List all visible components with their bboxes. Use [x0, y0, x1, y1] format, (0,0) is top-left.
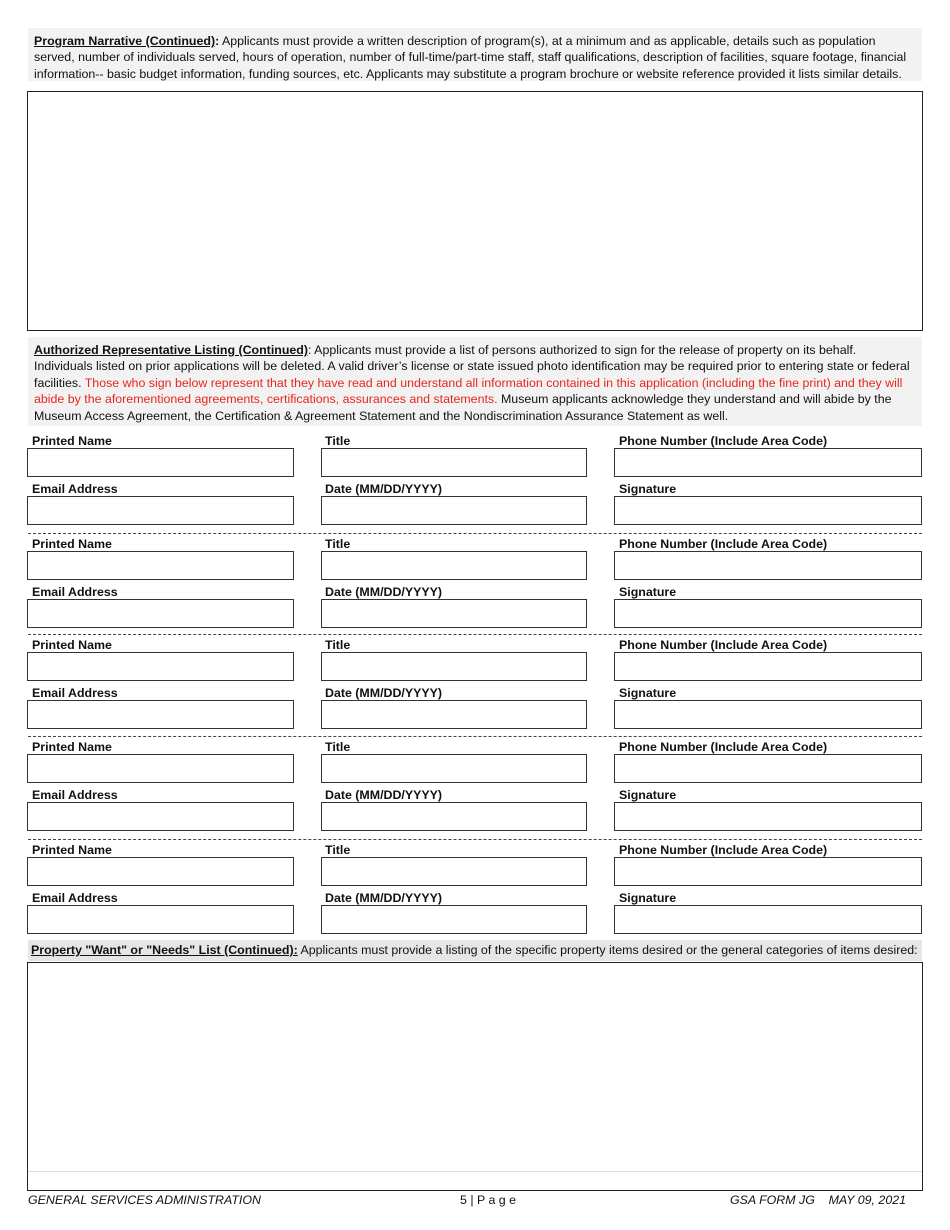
date-label: Date (MM/DD/YYYY): [325, 585, 443, 599]
phone-number-field[interactable]: [614, 754, 922, 783]
email-address-field[interactable]: [27, 599, 294, 628]
authorized-rep-instructions: [28, 337, 922, 426]
authorized-rep-text-2: Museum applicants acknowledge they understand and will abide by the Museum Access Agreement, the Certification & Agreement Statement and the Nondiscrimination Assurance Statement as well.: [34, 392, 892, 423]
title-label: Title: [325, 537, 351, 551]
program-narrative-heading: Program Narrative (Continued): [34, 34, 216, 48]
property-list-inner-line: [28, 1171, 922, 1172]
phone-number-label: Phone Number (Include Area Code): [619, 537, 828, 551]
block-separator: [28, 736, 922, 737]
phone-number-label: Phone Number (Include Area Code): [619, 434, 828, 448]
block-separator: [28, 533, 922, 534]
signature-label: Signature: [619, 585, 677, 599]
authorized-rep-warning: Those who sign below represent that they have read and understand all information contained in this application (including the fine print) and they will abide by the aforementioned agreements, certifications, assurances and statements.: [34, 375, 903, 407]
date-label: Date (MM/DD/YYYY): [325, 482, 443, 496]
signature-label: Signature: [619, 891, 677, 905]
phone-number-field[interactable]: [614, 857, 922, 886]
date-field[interactable]: [321, 496, 587, 525]
program-narrative-text: Applicants must provide a written description of program(s), at a minimum and as applicable, details such as population served, number of individuals served, hours of operation, number of full-time/part-time staff, staff qualifications, description of facilities, square footage, financial information-- basic budget information, funding sources, etc. Applicants may substitute a program brochure or website reference provided it lists similar details.: [34, 34, 907, 81]
phone-number-field[interactable]: [614, 551, 922, 580]
printed-name-label: Printed Name: [32, 638, 112, 652]
phone-number-field[interactable]: [614, 652, 922, 681]
authorized-rep-text: : Applicants must provide a list of persons authorized to sign for the release of property on its behalf. Individuals listed on prior applications will be deleted. A valid driver’s license or state issued photo identification may be required prior to entering state or federal facilities.: [34, 343, 910, 390]
phone-number-label: Phone Number (Include Area Code): [619, 740, 828, 754]
email-address-label: Email Address: [32, 891, 118, 905]
printed-name-label: Printed Name: [32, 740, 112, 754]
property-list-field[interactable]: [27, 962, 923, 1191]
email-address-label: Email Address: [32, 788, 118, 802]
date-field[interactable]: [321, 905, 587, 934]
footer-agency: GENERAL SERVICES ADMINISTRATION: [28, 1193, 261, 1207]
email-address-field[interactable]: [27, 700, 294, 729]
email-address-field[interactable]: [27, 802, 294, 831]
property-list-heading: Property "Want" or "Needs" List (Continued):: [31, 943, 298, 957]
title-label: Title: [325, 740, 351, 754]
property-list-instructions: [28, 940, 922, 961]
title-field[interactable]: [321, 857, 587, 886]
email-address-label: Email Address: [32, 482, 118, 496]
signature-field[interactable]: [614, 599, 922, 628]
printed-name-label: Printed Name: [32, 843, 112, 857]
authorized-rep-heading: Authorized Representative Listing (Continued): [34, 343, 308, 357]
title-field[interactable]: [321, 551, 587, 580]
signature-field[interactable]: [614, 905, 922, 934]
date-label: Date (MM/DD/YYYY): [325, 686, 443, 700]
signature-label: Signature: [619, 686, 677, 700]
printed-name-label: Printed Name: [32, 537, 112, 551]
date-label: Date (MM/DD/YYYY): [325, 891, 443, 905]
title-field[interactable]: [321, 448, 587, 477]
email-address-field[interactable]: [27, 905, 294, 934]
printed-name-label: Printed Name: [32, 434, 112, 448]
signature-field[interactable]: [614, 700, 922, 729]
block-separator: [28, 839, 922, 840]
title-field[interactable]: [321, 754, 587, 783]
date-field[interactable]: [321, 802, 587, 831]
title-label: Title: [325, 843, 351, 857]
phone-number-field[interactable]: [614, 448, 922, 477]
block-separator: [28, 634, 922, 635]
printed-name-field[interactable]: [27, 652, 294, 681]
date-field[interactable]: [321, 700, 587, 729]
phone-number-label: Phone Number (Include Area Code): [619, 843, 828, 857]
footer-page-number: 5 | P a g e: [460, 1193, 517, 1207]
title-field[interactable]: [321, 652, 587, 681]
title-label: Title: [325, 434, 351, 448]
program-narrative-instructions: Program Narrative (Continued): Applicants must provide a written description of program(s), at a minimum and as applicable, details such as population served, number of individuals served, hours of operation, number of full-time/part-time staff, staff qualifications, description of facilities, square footage, financial information-- basic budget information, funding sources, etc. Applicants may substitute a program brochure or website reference provided it lists similar details.: [28, 28, 922, 81]
printed-name-field[interactable]: [27, 754, 294, 783]
date-field[interactable]: [321, 599, 587, 628]
signature-field[interactable]: [614, 496, 922, 525]
signature-label: Signature: [619, 482, 677, 496]
signature-field[interactable]: [614, 802, 922, 831]
property-list-text: Applicants must provide a listing of the specific property items desired or the general categories of items desired:: [297, 943, 918, 957]
printed-name-field[interactable]: [27, 448, 294, 477]
signature-label: Signature: [619, 788, 677, 802]
footer-form-id: GSA FORM JG MAY 09, 2021: [729, 1193, 906, 1207]
email-address-label: Email Address: [32, 585, 118, 599]
email-address-label: Email Address: [32, 686, 118, 700]
program-narrative-field[interactable]: [27, 91, 923, 331]
date-label: Date (MM/DD/YYYY): [325, 788, 443, 802]
printed-name-field[interactable]: [27, 857, 294, 886]
phone-number-label: Phone Number (Include Area Code): [619, 638, 828, 652]
email-address-field[interactable]: [27, 496, 294, 525]
printed-name-field[interactable]: [27, 551, 294, 580]
title-label: Title: [325, 638, 351, 652]
